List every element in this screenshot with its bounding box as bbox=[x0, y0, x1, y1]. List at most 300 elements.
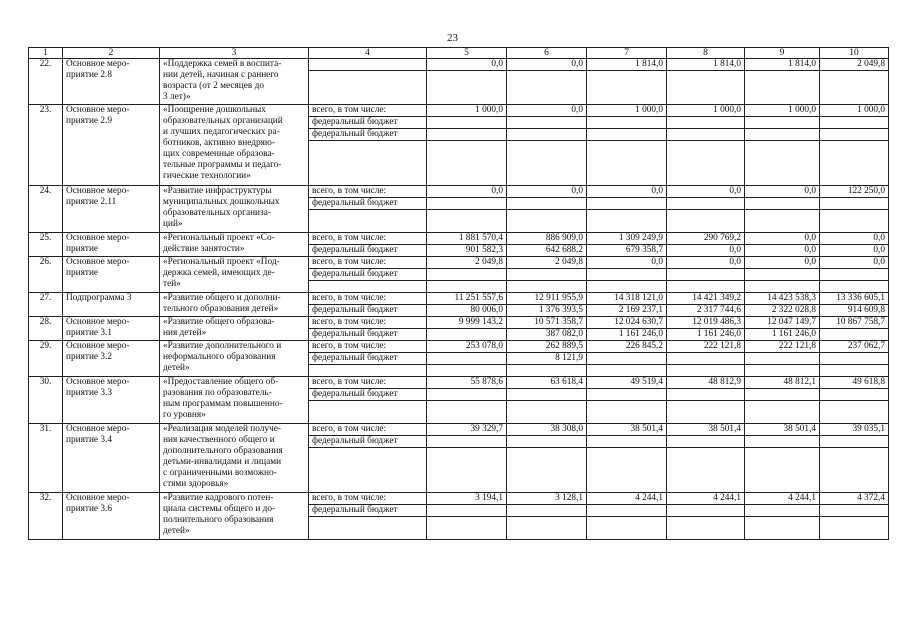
funding-source-label: всего, в том числе: bbox=[309, 341, 427, 353]
amount-cell: 0,0 bbox=[745, 233, 820, 245]
table-row bbox=[29, 59, 889, 71]
amount-cell bbox=[427, 389, 507, 401]
funding-source-label: всего, в том числе: bbox=[309, 105, 427, 117]
amount-cell: 0,0 bbox=[507, 186, 587, 198]
cell-text-line: ботников, активно внедряю- bbox=[163, 138, 275, 148]
amount-cell: 0,0 bbox=[427, 186, 507, 198]
cell-text-line: приятие bbox=[66, 268, 99, 278]
amount-cell bbox=[820, 505, 889, 517]
row-number: 29. bbox=[29, 341, 63, 377]
amount-cell: 38 308,0 bbox=[507, 424, 587, 436]
cell-text-line: «Развитие кадрового потен- bbox=[163, 493, 274, 503]
funding-source-label: всего, в том числе: bbox=[309, 293, 427, 305]
row-number: 22. bbox=[29, 59, 63, 105]
amount-cell bbox=[587, 436, 667, 448]
amount-cell: 679 358,7 bbox=[587, 245, 667, 257]
amount-cell: 4 372,4 bbox=[820, 493, 889, 505]
amount-cell: 1 161 246,0 bbox=[667, 329, 745, 341]
amount-cell: 222 121,8 bbox=[667, 341, 745, 353]
amount-cell bbox=[667, 117, 745, 129]
empty-cell bbox=[427, 401, 507, 424]
amount-cell: 0,0 bbox=[507, 105, 587, 117]
amount-cell: 10 571 358,7 bbox=[507, 317, 587, 329]
amount-cell bbox=[507, 198, 587, 210]
amount-cell: 2 317 744,6 bbox=[667, 305, 745, 317]
empty-cell bbox=[587, 448, 667, 493]
amount-cell bbox=[427, 329, 507, 341]
empty-cell bbox=[507, 365, 587, 377]
funding-source-label: федеральный бюджет bbox=[309, 129, 427, 141]
amount-cell: 914 609,8 bbox=[820, 305, 889, 317]
amount-cell: 38 501,4 bbox=[667, 424, 745, 436]
column-header: 10 bbox=[820, 48, 889, 59]
empty-cell bbox=[745, 517, 820, 540]
empty-cell bbox=[427, 141, 507, 186]
cell-text-line: и лучших педагогических ра- bbox=[163, 127, 280, 137]
empty-cell bbox=[507, 141, 587, 186]
empty-cell bbox=[309, 448, 427, 493]
funding-source-label: всего, в том числе: bbox=[309, 424, 427, 436]
empty-cell bbox=[427, 71, 507, 105]
amount-cell bbox=[745, 117, 820, 129]
cell-text-line: ния детей» bbox=[163, 328, 207, 338]
table-row bbox=[29, 424, 889, 436]
amount-cell bbox=[667, 389, 745, 401]
cell-text-line: детей» bbox=[163, 526, 190, 536]
cell-text-line: образовательных организа- bbox=[163, 208, 271, 218]
cell-text-line: щих современные образова- bbox=[163, 149, 275, 159]
amount-cell: 0,0 bbox=[745, 186, 820, 198]
column-header: 8 bbox=[667, 48, 745, 59]
empty-cell bbox=[587, 365, 667, 377]
cell-text-line: «Предоставление общего об- bbox=[163, 377, 279, 387]
column-header: 7 bbox=[587, 48, 667, 59]
measure-description bbox=[160, 341, 309, 377]
amount-cell bbox=[745, 389, 820, 401]
amount-cell bbox=[427, 269, 507, 281]
column-header: 6 bbox=[507, 48, 587, 59]
amount-cell: 0,0 bbox=[427, 59, 507, 71]
amount-cell: 1 161 246,0 bbox=[745, 329, 820, 341]
funding-source-label: федеральный бюджет bbox=[309, 436, 427, 448]
amount-cell: 1 814,0 bbox=[667, 59, 745, 71]
empty-cell bbox=[507, 448, 587, 493]
funding-source-label: федеральный бюджет bbox=[309, 198, 427, 210]
amount-cell: 0,0 bbox=[745, 257, 820, 269]
amount-cell bbox=[820, 269, 889, 281]
amount-cell: 38 501,4 bbox=[587, 424, 667, 436]
empty-cell bbox=[507, 517, 587, 540]
amount-cell bbox=[745, 505, 820, 517]
funding-source-label: федеральный бюджет bbox=[309, 505, 427, 517]
amount-cell: 2 322 028,8 bbox=[745, 305, 820, 317]
amount-cell bbox=[667, 198, 745, 210]
amount-cell bbox=[427, 436, 507, 448]
amount-cell bbox=[507, 389, 587, 401]
empty-cell bbox=[309, 365, 427, 377]
cell-text-line: возраста (от 2 месяцев до bbox=[163, 81, 264, 91]
amount-cell bbox=[745, 269, 820, 281]
measure-description bbox=[160, 257, 309, 293]
amount-cell: 2 169 237,1 bbox=[587, 305, 667, 317]
amount-cell: 0,0 bbox=[745, 245, 820, 257]
row-number: 25. bbox=[29, 233, 63, 257]
empty-cell bbox=[507, 71, 587, 105]
empty-cell bbox=[820, 448, 889, 493]
empty-cell bbox=[587, 71, 667, 105]
cell-text-line: тельного образования детей» bbox=[163, 304, 279, 314]
empty-cell bbox=[427, 517, 507, 540]
empty-cell bbox=[820, 401, 889, 424]
row-number: 30. bbox=[29, 377, 63, 424]
empty-cell bbox=[820, 517, 889, 540]
cell-text-line: приятие 3.6 bbox=[66, 504, 112, 514]
amount-cell: 0,0 bbox=[820, 245, 889, 257]
cell-text-line: «Региональный проект «Со- bbox=[163, 233, 275, 243]
amount-cell: 9 999 143,2 bbox=[427, 317, 507, 329]
amount-cell: 0,0 bbox=[667, 257, 745, 269]
amount-cell bbox=[587, 269, 667, 281]
amount-cell: 39 329,7 bbox=[427, 424, 507, 436]
amount-cell: 290 769,2 bbox=[667, 233, 745, 245]
row-number: 26. bbox=[29, 257, 63, 293]
row-number: 27. bbox=[29, 293, 63, 317]
cell-text-line: ния качественного общего и bbox=[163, 435, 275, 445]
cell-text-line: Основное меро- bbox=[66, 341, 130, 351]
page-number: 23 bbox=[447, 32, 458, 44]
table-row bbox=[29, 341, 889, 353]
cell-text-line: дополнительного образования bbox=[163, 446, 283, 456]
cell-text-line: ным программам повышенно- bbox=[163, 399, 283, 409]
cell-text-line: Основное меро- bbox=[66, 377, 130, 387]
cell-text-line: приятие bbox=[66, 244, 99, 254]
empty-cell bbox=[820, 365, 889, 377]
funding-source-label: федеральный бюджет bbox=[309, 329, 427, 341]
amount-cell: 0,0 bbox=[667, 186, 745, 198]
amount-cell bbox=[587, 198, 667, 210]
funding-source-label: федеральный бюджет bbox=[309, 305, 427, 317]
measure-name bbox=[63, 257, 160, 293]
amount-cell: 14 421 349,2 bbox=[667, 293, 745, 305]
measure-description bbox=[160, 59, 309, 105]
empty-cell bbox=[667, 517, 745, 540]
table-row bbox=[29, 317, 889, 329]
amount-cell: 226 845,2 bbox=[587, 341, 667, 353]
cell-text-line: «Развитие общего образова- bbox=[163, 317, 275, 327]
measure-description bbox=[160, 105, 309, 186]
cell-text-line: «Реализация моделей получе- bbox=[163, 424, 281, 434]
measure-name bbox=[63, 186, 160, 233]
cell-text-line: Основное меро- bbox=[66, 424, 130, 434]
cell-text-line: муниципальных дошкольных bbox=[163, 197, 280, 207]
empty-cell bbox=[667, 141, 745, 186]
amount-cell: 10 867 758,7 bbox=[820, 317, 889, 329]
table-row bbox=[29, 257, 889, 269]
column-header: 5 bbox=[427, 48, 507, 59]
measure-name bbox=[63, 59, 160, 105]
amount-cell: 4 244,1 bbox=[587, 493, 667, 505]
amount-cell: 12 047 149,7 bbox=[745, 317, 820, 329]
measure-name bbox=[63, 341, 160, 377]
funding-source-label: всего, в том числе: bbox=[309, 233, 427, 245]
amount-cell: 14 318 121,0 bbox=[587, 293, 667, 305]
row-number: 32. bbox=[29, 493, 63, 540]
amount-cell: 262 889,5 bbox=[507, 341, 587, 353]
measure-name bbox=[63, 424, 160, 493]
empty-cell bbox=[309, 517, 427, 540]
table-row bbox=[29, 493, 889, 505]
measure-name bbox=[63, 317, 160, 341]
cell-text-line: Основное меро- bbox=[66, 186, 130, 196]
empty-cell bbox=[820, 281, 889, 293]
amount-cell: 49 519,4 bbox=[587, 377, 667, 389]
cell-text-line: детьми-инвалидами и лицами bbox=[163, 457, 282, 467]
cell-text-line: гические технологии» bbox=[163, 171, 251, 181]
empty-cell bbox=[309, 141, 427, 186]
row-number: 23. bbox=[29, 105, 63, 186]
amount-cell bbox=[507, 117, 587, 129]
funding-source-label: всего, в том числе: bbox=[309, 257, 427, 269]
cell-text-line: «Поддержка семей в воспита- bbox=[163, 59, 282, 69]
empty-cell bbox=[587, 517, 667, 540]
table-row bbox=[29, 233, 889, 245]
amount-cell bbox=[820, 436, 889, 448]
cell-text-line: образовательных организаций bbox=[163, 116, 283, 126]
cell-text-line: приятие 2.11 bbox=[66, 197, 117, 207]
cell-text-line: разования по образователь- bbox=[163, 388, 272, 398]
amount-cell bbox=[427, 198, 507, 210]
amount-cell: 12 024 630,7 bbox=[587, 317, 667, 329]
column-header: 3 bbox=[160, 48, 309, 59]
amount-cell: 1 000,0 bbox=[745, 105, 820, 117]
budget-table bbox=[28, 47, 889, 540]
amount-cell: 1 000,0 bbox=[427, 105, 507, 117]
amount-cell: 4 244,1 bbox=[745, 493, 820, 505]
amount-cell bbox=[587, 505, 667, 517]
cell-text-line: 3 лет)» bbox=[163, 92, 191, 102]
amount-cell bbox=[745, 436, 820, 448]
amount-cell: 0,0 bbox=[507, 59, 587, 71]
amount-cell bbox=[820, 329, 889, 341]
funding-source-label: всего, в том числе: bbox=[309, 317, 427, 329]
cell-text-line: держка семей, имеющих де- bbox=[163, 268, 275, 278]
empty-cell bbox=[745, 210, 820, 233]
measure-description bbox=[160, 317, 309, 341]
cell-text-line: приятие 2.9 bbox=[66, 116, 112, 126]
amount-cell: 1 000,0 bbox=[667, 105, 745, 117]
amount-cell: 14 423 538,3 bbox=[745, 293, 820, 305]
amount-cell: 1 309 249,9 bbox=[587, 233, 667, 245]
amount-cell bbox=[427, 353, 507, 365]
empty-cell bbox=[587, 141, 667, 186]
cell-text-line: Основное меро- bbox=[66, 233, 130, 243]
cell-text-line: «Развитие дополнительного и bbox=[163, 341, 282, 351]
amount-cell: 12 911 955,9 bbox=[507, 293, 587, 305]
amount-cell: 1 000,0 bbox=[587, 105, 667, 117]
amount-cell: 49 618,8 bbox=[820, 377, 889, 389]
empty-cell bbox=[667, 281, 745, 293]
empty-cell bbox=[745, 281, 820, 293]
cell-text-line: тельные программы и педаго- bbox=[163, 160, 282, 170]
amount-cell bbox=[820, 353, 889, 365]
amount-cell bbox=[427, 505, 507, 517]
measure-description bbox=[160, 233, 309, 257]
amount-cell: 8 121,9 bbox=[507, 353, 587, 365]
amount-cell: 1 161 246,0 bbox=[587, 329, 667, 341]
cell-text-line: «Развитие инфраструктуры bbox=[163, 186, 272, 196]
empty-cell bbox=[820, 210, 889, 233]
cell-text-line: нии детей, начиная с раннего bbox=[163, 70, 279, 80]
amount-cell: 0,0 bbox=[820, 257, 889, 269]
funding-source-label: всего, в том числе: bbox=[309, 493, 427, 505]
empty-cell bbox=[587, 210, 667, 233]
funding-source-label: федеральный бюджет bbox=[309, 117, 427, 129]
row-number: 31. bbox=[29, 424, 63, 493]
amount-cell: 48 812,9 bbox=[667, 377, 745, 389]
empty-cell bbox=[667, 71, 745, 105]
amount-cell: 1 814,0 bbox=[745, 59, 820, 71]
amount-cell bbox=[507, 269, 587, 281]
empty-cell bbox=[309, 210, 427, 233]
measure-name bbox=[63, 377, 160, 424]
amount-cell: 13 336 605,1 bbox=[820, 293, 889, 305]
funding-source-label: всего, в том числе: bbox=[309, 186, 427, 198]
table-row bbox=[29, 293, 889, 305]
empty-cell bbox=[507, 210, 587, 233]
cell-text-line: неформального образования bbox=[163, 352, 276, 362]
funding-source-label: всего, в том числе: bbox=[309, 377, 427, 389]
table-row bbox=[29, 105, 889, 117]
amount-cell: 11 251 557,6 bbox=[427, 293, 507, 305]
cell-text-line: го уровня» bbox=[163, 410, 206, 420]
cell-text-line: Основное меро- bbox=[66, 105, 130, 115]
cell-text-line: «Развитие общего и дополни- bbox=[163, 293, 281, 303]
cell-text-line: «Региональный проект «Под- bbox=[163, 257, 280, 267]
empty-cell bbox=[309, 401, 427, 424]
row-number: 28. bbox=[29, 317, 63, 341]
empty-cell bbox=[745, 448, 820, 493]
amount-cell: 55 878,6 bbox=[427, 377, 507, 389]
measure-name bbox=[63, 233, 160, 257]
cell-text-line: с ограниченными возможно- bbox=[163, 468, 277, 478]
empty-cell bbox=[507, 401, 587, 424]
amount-cell: 3 128,1 bbox=[507, 493, 587, 505]
amount-cell bbox=[587, 353, 667, 365]
empty-cell bbox=[427, 448, 507, 493]
amount-cell: 1 881 570,4 bbox=[427, 233, 507, 245]
amount-cell: 642 688,2 bbox=[507, 245, 587, 257]
empty-cell bbox=[745, 365, 820, 377]
amount-cell bbox=[507, 129, 587, 141]
column-header: 1 bbox=[29, 48, 63, 59]
empty-cell bbox=[427, 210, 507, 233]
measure-description bbox=[160, 186, 309, 233]
cell-text-line: полнительного образования bbox=[163, 515, 274, 525]
empty-cell bbox=[309, 71, 427, 105]
amount-cell: 0,0 bbox=[587, 257, 667, 269]
cell-text-line: приятие 3.4 bbox=[66, 435, 112, 445]
amount-cell bbox=[427, 129, 507, 141]
cell-text-line: действие занятости» bbox=[163, 244, 245, 254]
amount-cell: 253 078,0 bbox=[427, 341, 507, 353]
amount-cell: 1 814,0 bbox=[587, 59, 667, 71]
cell-text-line: приятие 3.3 bbox=[66, 388, 112, 398]
cell-text-line: детей» bbox=[163, 363, 190, 373]
amount-cell: 2 049,8 bbox=[427, 257, 507, 269]
amount-cell: 39 035,1 bbox=[820, 424, 889, 436]
cell-text-line: приятие 3.1 bbox=[66, 328, 112, 338]
cell-text-line: «Поощрение дошкольных bbox=[163, 105, 266, 115]
cell-text-line: стями здоровья» bbox=[163, 479, 229, 489]
empty-cell bbox=[667, 210, 745, 233]
amount-cell bbox=[427, 117, 507, 129]
empty-cell bbox=[745, 401, 820, 424]
funding-source-label: федеральный бюджет bbox=[309, 245, 427, 257]
amount-cell bbox=[587, 117, 667, 129]
cell-text-line: ций» bbox=[163, 219, 183, 229]
amount-cell: 12 019 486,3 bbox=[667, 317, 745, 329]
measure-description bbox=[160, 377, 309, 424]
cell-text-line: Основное меро- bbox=[66, 493, 130, 503]
amount-cell: 0,0 bbox=[667, 245, 745, 257]
column-header: 9 bbox=[745, 48, 820, 59]
amount-cell: 80 006,0 bbox=[427, 305, 507, 317]
amount-cell bbox=[667, 436, 745, 448]
amount-cell: 222 121,8 bbox=[745, 341, 820, 353]
measure-name bbox=[63, 105, 160, 186]
amount-cell: 886 909,0 bbox=[507, 233, 587, 245]
amount-cell: 387 082,0 bbox=[507, 329, 587, 341]
empty-cell bbox=[427, 365, 507, 377]
funding-source-label: федеральный бюджет bbox=[309, 389, 427, 401]
empty-cell bbox=[667, 401, 745, 424]
amount-cell bbox=[820, 129, 889, 141]
amount-cell bbox=[587, 129, 667, 141]
amount-cell bbox=[667, 129, 745, 141]
column-header: 4 bbox=[309, 48, 427, 59]
cell-text-line: Основное меро- bbox=[66, 59, 130, 69]
amount-cell: 38 501,4 bbox=[745, 424, 820, 436]
amount-cell bbox=[820, 117, 889, 129]
empty-cell bbox=[309, 281, 427, 293]
amount-cell bbox=[745, 353, 820, 365]
cell-text-line: Основное меро- bbox=[66, 257, 130, 267]
amount-cell: 1 000,0 bbox=[820, 105, 889, 117]
amount-cell: 1 376 393,5 bbox=[507, 305, 587, 317]
amount-cell bbox=[745, 198, 820, 210]
amount-cell bbox=[507, 505, 587, 517]
cell-text-line: Подпрограмма 3 bbox=[66, 293, 132, 303]
empty-cell bbox=[587, 281, 667, 293]
amount-cell: 2 049,8 bbox=[507, 257, 587, 269]
amount-cell: 2 049,8 bbox=[820, 59, 889, 71]
empty-cell bbox=[820, 71, 889, 105]
amount-cell bbox=[745, 129, 820, 141]
funding-source-label: федеральный бюджет bbox=[309, 269, 427, 281]
cell-text-line: тей» bbox=[163, 279, 181, 289]
amount-cell bbox=[820, 389, 889, 401]
row-number: 24. bbox=[29, 186, 63, 233]
amount-cell: 901 582,3 bbox=[427, 245, 507, 257]
empty-cell bbox=[667, 448, 745, 493]
cell-text-line: приятие 3.2 bbox=[66, 352, 112, 362]
amount-cell: 63 618,4 bbox=[507, 377, 587, 389]
empty-cell bbox=[745, 71, 820, 105]
measure-description bbox=[160, 424, 309, 493]
empty-cell bbox=[587, 401, 667, 424]
table-row bbox=[29, 186, 889, 198]
measure-description bbox=[160, 293, 309, 317]
